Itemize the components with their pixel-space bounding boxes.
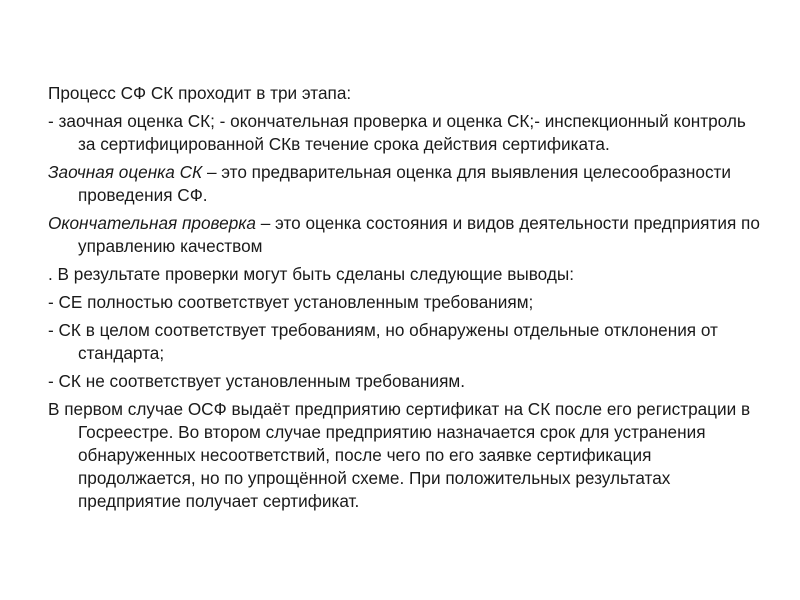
paragraph-remote-assessment <box>48 161 760 207</box>
term-final-check: Окончательная проверка <box>48 213 256 233</box>
paragraph-text: Процесс СФ СК проходит в три этапа: <box>48 83 352 103</box>
paragraph-text: - СК не соответствует установленным требованиям. <box>48 371 466 391</box>
paragraph-conclusion-2 <box>48 319 760 365</box>
paragraph-conclusions-intro <box>48 263 760 286</box>
paragraph-final-check <box>48 212 760 258</box>
paragraph-text: . В результате проверки могут быть сделаны следующие выводы: <box>48 264 574 284</box>
paragraph-text: – это предварительная оценка для выявления целесообразности проведения СФ. <box>78 162 732 205</box>
paragraph-conclusion-1 <box>48 291 760 314</box>
paragraph-text: - заочная оценка СК; - окончательная проверка и оценка СК;- инспекционный контроль за сертифицированной СКв течение срока действия сертификата. <box>48 111 746 154</box>
paragraph-stages-intro <box>48 82 760 105</box>
paragraph-stages-list <box>48 110 760 156</box>
paragraph-text: - СК в целом соответствует требованиям, но обнаружены отдельные отклонения от стандарта; <box>48 320 718 363</box>
paragraph-conclusion-3 <box>48 370 760 393</box>
slide-body <box>48 82 760 518</box>
paragraph-outcomes <box>48 398 760 513</box>
paragraph-text: - СЕ полностью соответствует установленным требованиям; <box>48 292 534 312</box>
paragraph-text: В первом случае ОСФ выдаёт предприятию сертификат на СК после его регистрации в Госреестре. Во втором случае предприятию назначается срок для устранения обнаруженных несоответствий, после чего по его заявке сертификация продолжается, но по упрощённой схеме. При положительных результатах предприятие получает сертификат. <box>48 399 751 511</box>
term-remote-assessment: Заочная оценка СК <box>48 162 203 182</box>
paragraph-text: – это оценка состояния и видов деятельности предприятия по управлению качеством <box>78 213 760 256</box>
